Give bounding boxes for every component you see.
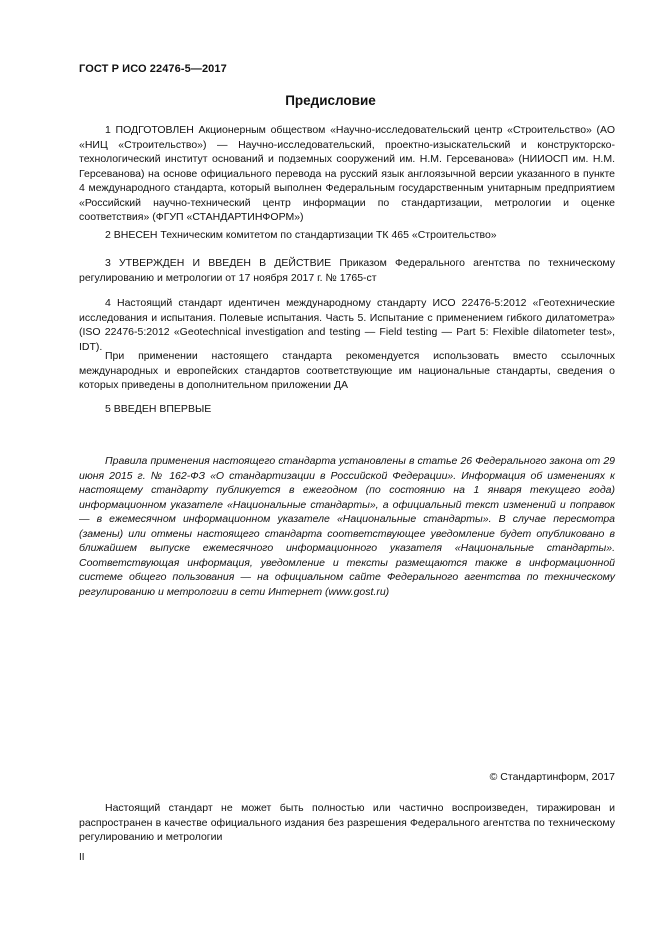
paragraph-2: 2 ВНЕСЕН Техническим комитетом по стандартизации ТК 465 «Строительство» xyxy=(105,229,497,241)
notice-text: Правила применения настоящего стандарта установлены в статье 26 Федерального закона от 29 июня 2015 г. № 162-ФЗ «О стандартизации в Российской Федерации». Информация об изменениях к настоящему стандарту публикуется в ежегодном (по состоянию на 1 января текущего года) информационном указателе «Национальные стандарты», а официальный текст изменений и поправок — в ежемесячном информационном указателе «Национальные стандарты». В случае пересмотра (замены) или отмены настоящего стандарта соответствующее уведомление будет опубликовано в ближайшем выпуске ежемесячного информационного указателя «Национальные стандарты». Соответствующая информация, уведомление и тексты размещаются также в информационной системе общего пользования — на официальном сайте Федерального агентства по техническому регулированию и метрологии в сети Интернет (www.gost.ru) xyxy=(79,455,615,598)
document-code: ГОСТ Р ИСО 22476-5—2017 xyxy=(79,63,227,75)
page-title: Предисловие xyxy=(285,93,376,108)
paragraph-4: 4 Настоящий стандарт идентичен международному стандарту ИСО 22476-5:2012 «Геотехнические исследования и испытания. Полевые испытания. Часть 5. Испытание с применением гибкого дилатометра» (ISO 22476-5:2012 «Geotechnical investigation and testing — Field testing — Part 5: Flexible dilatometer test», IDT). xyxy=(79,297,615,353)
paragraph-1: 1 ПОДГОТОВЛЕН Акционерным обществом «Научно-исследовательский центр «Строительство» (АО «НИЦ «Строительство») — Научно-исследовательский, проектно-изыскательский и конструкторско-технологический институт оснований и подземных сооружений им. Н.М. Герсеванова» (НИИОСП им. Н.М. Герсеванова) на основе официального перевода на русский язык англоязычной версии указанного в пункте 4 международного стандарта, который выполнен Федеральным государственным унитарным предприятием «Российский научно-технический центр информации по стандартизации, метрологии и оценке соответствия» (ФГУП «СТАНДАРТИНФОРМ») xyxy=(79,124,615,223)
footer-note: Настоящий стандарт не может быть полностью или частично воспроизведен, тиражирован и распространен в качестве официального издания без разрешения Федерального агентства по техническому регулированию и метрологии xyxy=(79,802,615,843)
copyright: © Стандартинформ, 2017 xyxy=(489,771,615,783)
page-number: II xyxy=(79,852,85,863)
paragraph-4-note: При применении настоящего стандарта рекомендуется использовать вместо ссылочных международных и европейских стандартов соответствующие им национальные стандарты, сведения о которых приведены в дополнительном приложении ДА xyxy=(79,350,615,391)
paragraph-5: 5 ВВЕДЕН ВПЕРВЫЕ xyxy=(105,403,212,415)
paragraph-3: 3 УТВЕРЖДЕН И ВВЕДЕН В ДЕЙСТВИЕ Приказом Федерального агентства по техническому регулированию и метрологии от 17 ноября 2017 г. № 1765-ст xyxy=(79,257,615,284)
